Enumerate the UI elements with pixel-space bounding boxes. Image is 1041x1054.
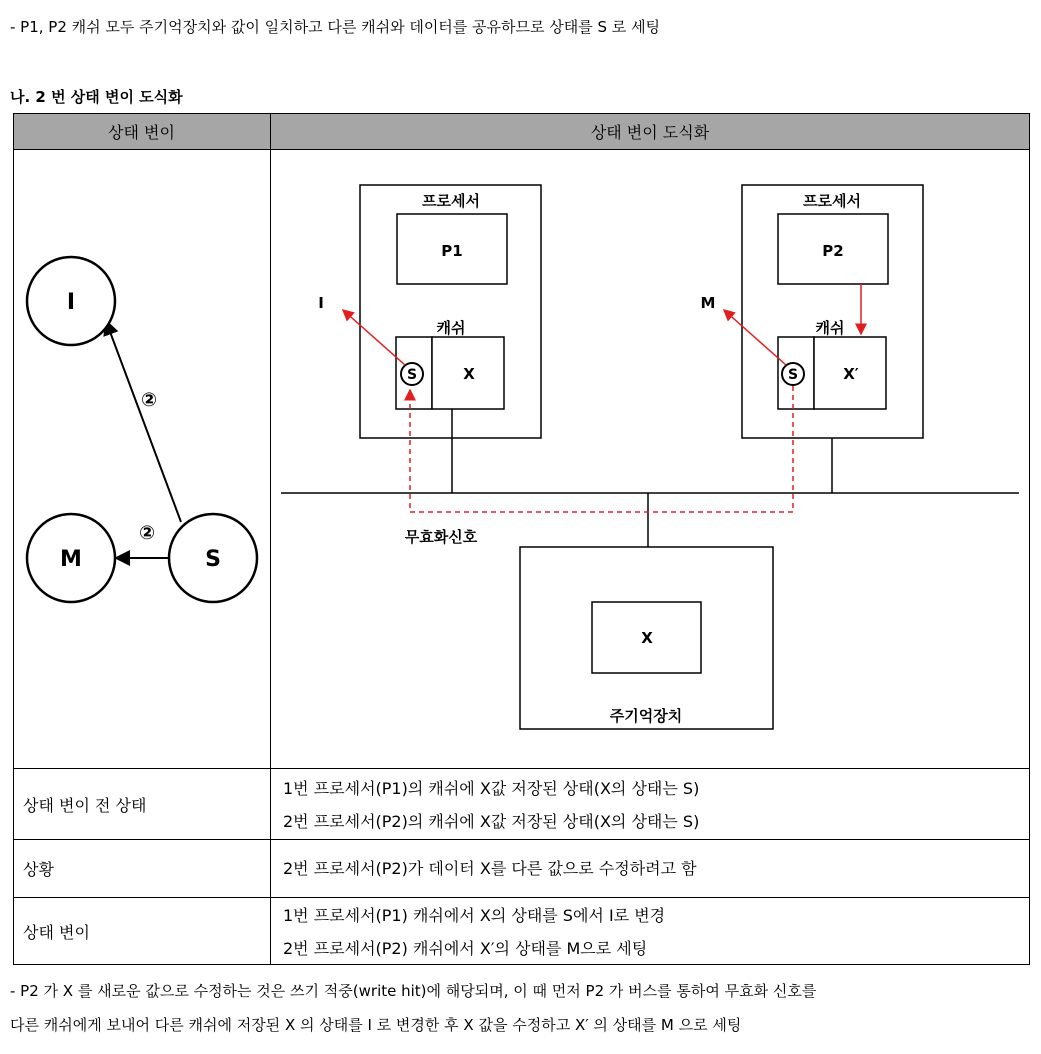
footer-note xyxy=(10,974,816,1042)
memory-label: 주기억장치 xyxy=(609,707,683,725)
table-border-right xyxy=(1029,113,1030,965)
p2-label: P2 xyxy=(822,242,844,260)
edge-s-to-i xyxy=(106,321,181,522)
state-diagram xyxy=(13,150,270,768)
p1-cache-value: X xyxy=(463,365,475,383)
invalidation-signal-label: 무효화신호 xyxy=(404,528,478,546)
p1-label: P1 xyxy=(441,242,463,260)
edge-label-s-i: ② xyxy=(140,389,158,411)
p1-new-state: I xyxy=(318,294,324,312)
processor1-label: 프로세서 xyxy=(422,192,480,210)
edge-label-s-m: ② xyxy=(138,522,156,544)
p1-state-label: S xyxy=(406,367,418,383)
row-before-line-2: 2번 프로세서(P2)의 캐쉬에 X값 저장된 상태(X의 상태는 S) xyxy=(283,812,700,831)
footer-line-1: - P2 가 X 를 새로운 값으로 수정하는 것은 쓰기 적중(write hit)에 해당되며, 이 때 먼저 P2 가 버스를 통하여 무효화 신호를 xyxy=(10,982,817,1000)
state-m-label: M xyxy=(60,547,82,572)
row-situation-line-1: 2번 프로세서(P2)가 데이터 X를 다른 값으로 수정하려고 함 xyxy=(283,859,697,878)
header-diagram: 상태 변이 도식화 xyxy=(270,113,1030,149)
row-transition-line-1: 1번 프로세서(P1) 캐쉬에서 X의 상태를 S에서 I로 변경 xyxy=(283,906,666,925)
table-border-top xyxy=(13,113,1030,114)
row-label-situation: 상황 xyxy=(23,860,54,879)
intro-text: - P1, P2 캐쉬 모두 주기억장치와 값이 일치하고 다른 캐쉬와 데이터를 공유하므로 상태를 S 로 세팅 xyxy=(10,18,661,36)
row-text-before xyxy=(283,772,699,838)
state-s-label: S xyxy=(205,547,221,572)
row-label-transition: 상태 변이 xyxy=(23,922,90,942)
row-text-situation xyxy=(283,852,697,885)
state-i-label: I xyxy=(66,290,76,315)
row-transition-line-2: 2번 프로세서(P2) 캐쉬에서 X′의 상태를 M으로 세팅 xyxy=(283,939,648,958)
row-before-line-1: 1번 프로세서(P1)의 캐쉬에 X값 저장된 상태(X의 상태는 S) xyxy=(283,779,700,798)
p1-cache-label: 캐쉬 xyxy=(436,319,466,337)
p2-cache-label: 캐쉬 xyxy=(815,319,845,337)
row-text-transition xyxy=(283,899,665,965)
table-row-rule xyxy=(13,839,1030,840)
p2-state-label: S xyxy=(787,367,799,383)
header-state-transition: 상태 변이 xyxy=(13,113,270,149)
footer-line-2: 다른 캐쉬에게 보내어 다른 캐쉬에 저장된 X 의 상태를 I 로 변경한 후 X 값을 수정하고 X′ 의 상태를 M 으로 세팅 xyxy=(10,1016,742,1034)
section-title: 나. 2 번 상태 변이 도식화 xyxy=(10,88,183,106)
memory-value: X xyxy=(641,629,653,647)
processor2-label: 프로세서 xyxy=(803,192,861,210)
state-transition-table xyxy=(13,113,1030,965)
system-diagram xyxy=(271,150,1029,768)
row-label-before: 상태 변이 전 상태 xyxy=(23,795,147,815)
p2-cache-value: X′ xyxy=(843,365,859,383)
table-row-rule xyxy=(13,768,1030,769)
table-row-rule xyxy=(13,897,1030,898)
p2-new-state: M xyxy=(700,294,716,312)
